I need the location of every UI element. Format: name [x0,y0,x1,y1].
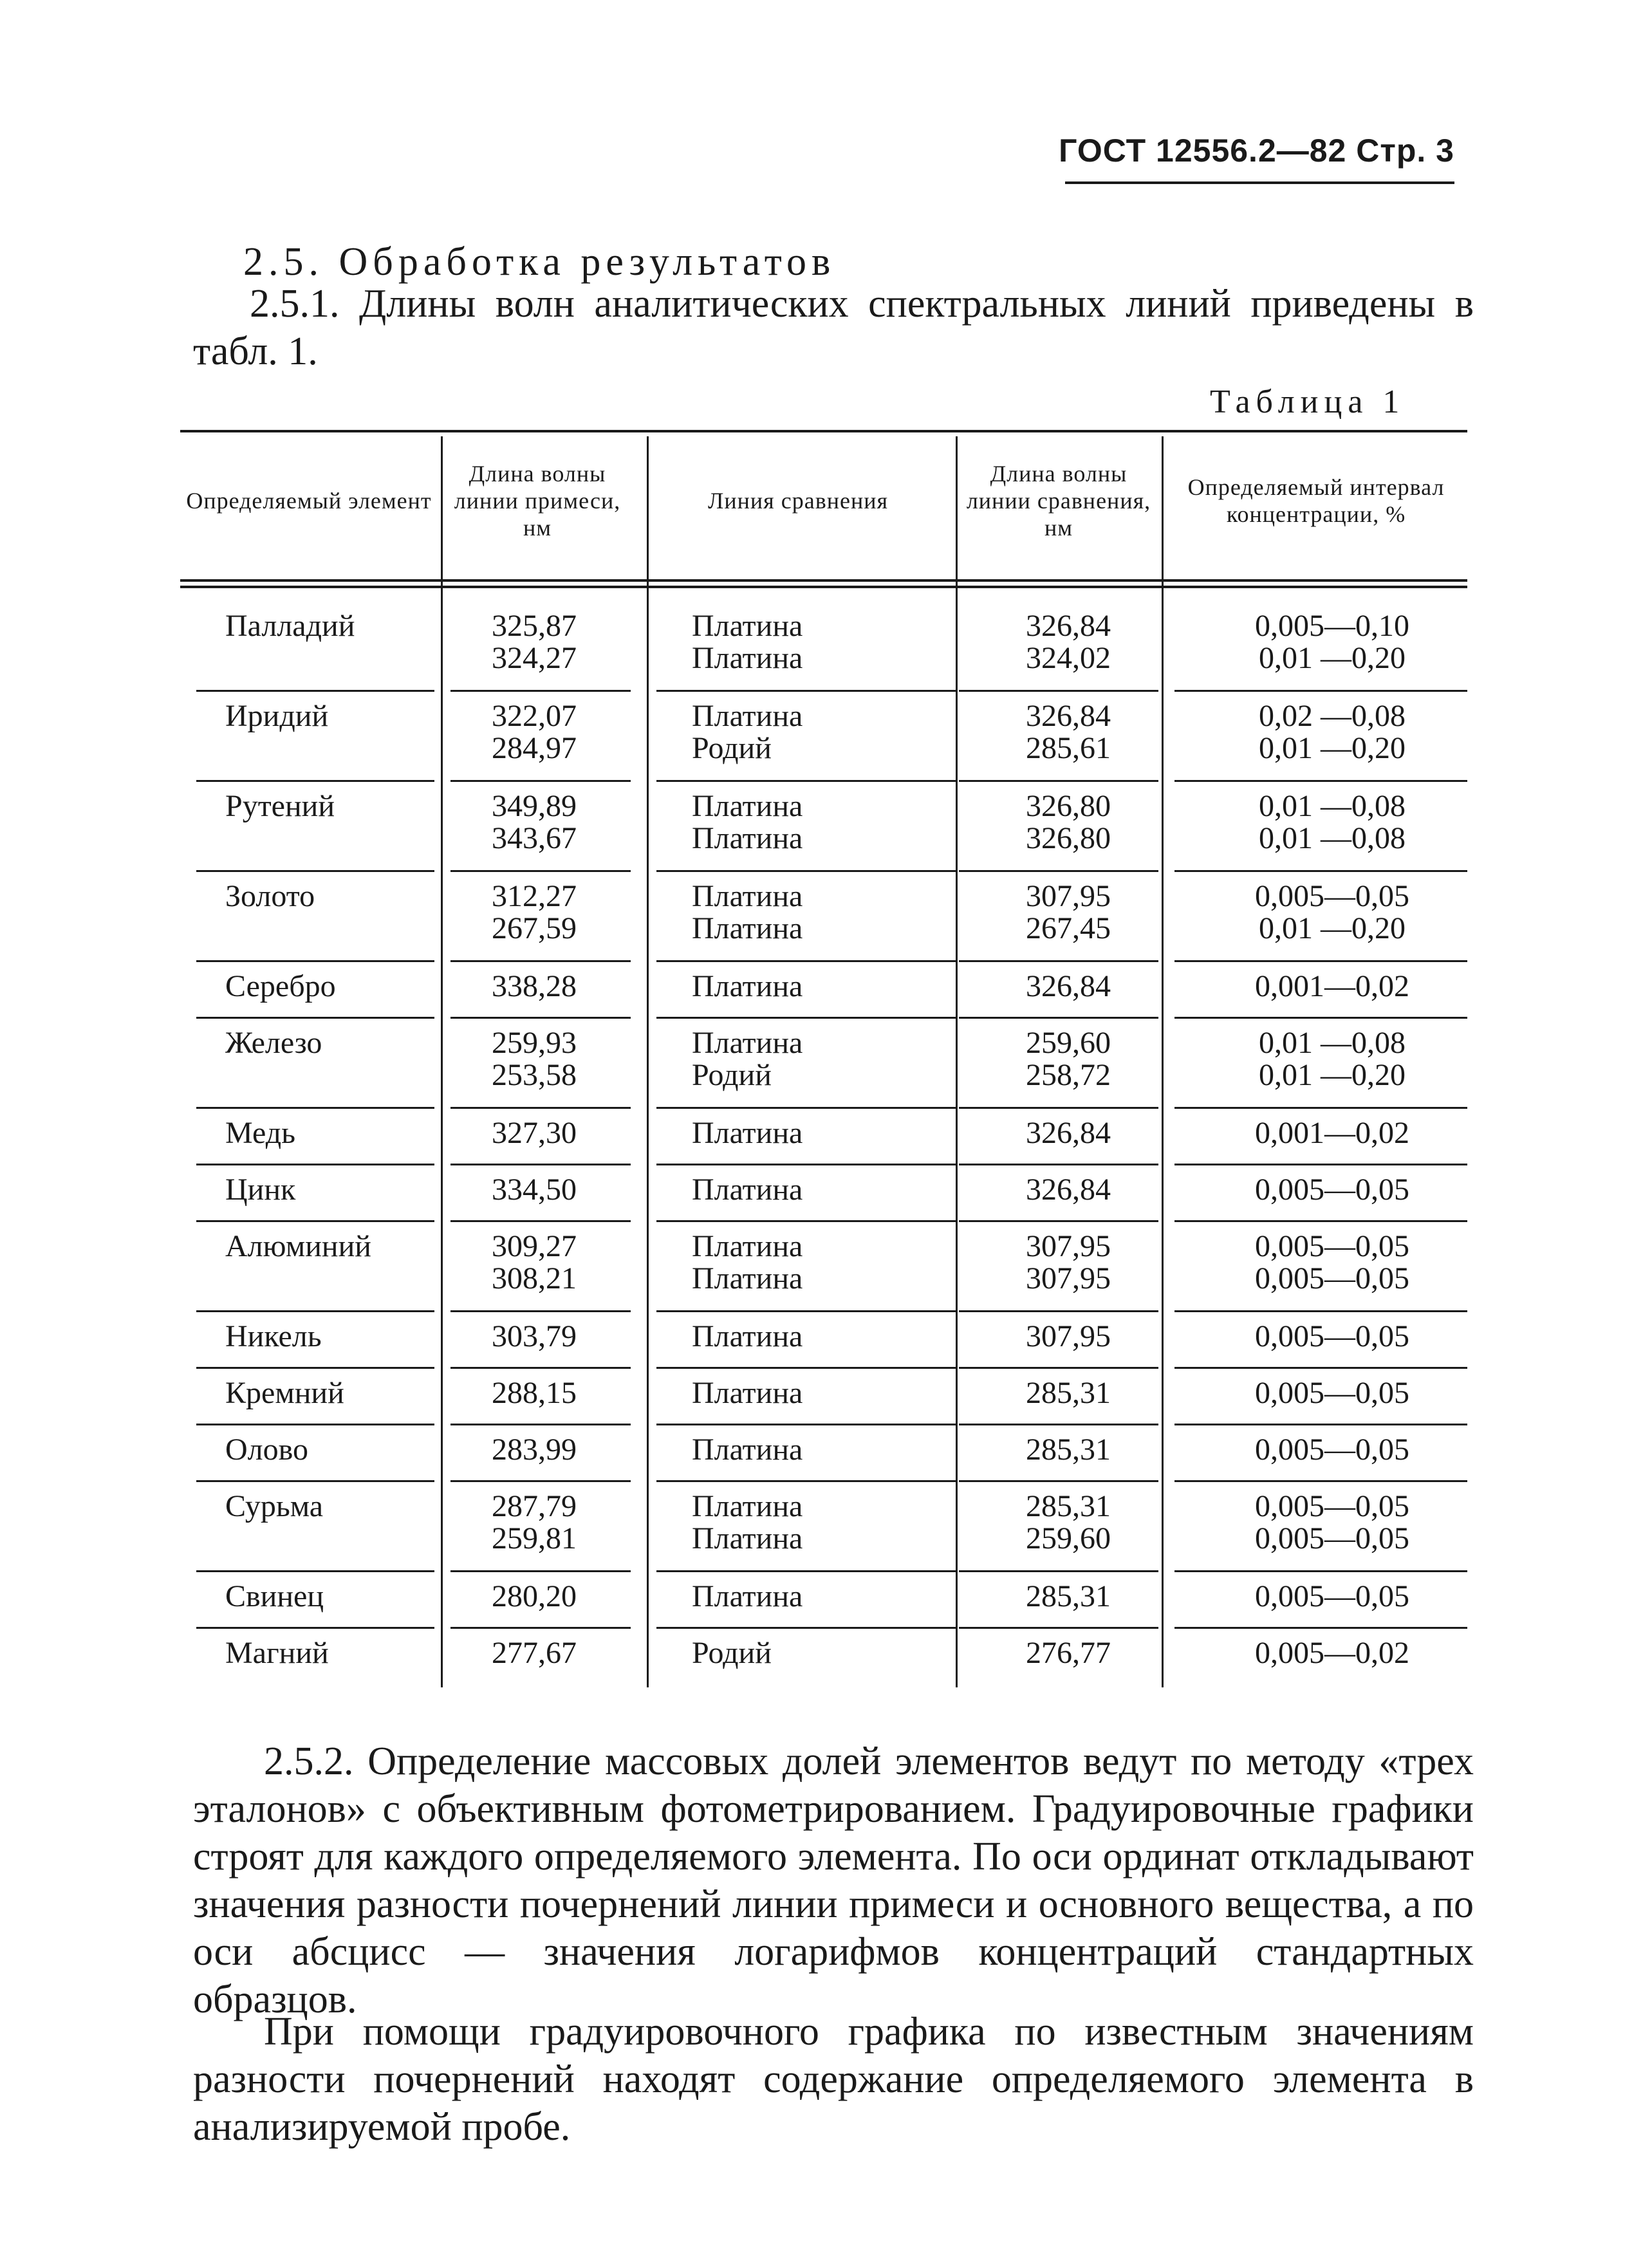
cell-interval: 0,005—0,05 [1255,1319,1409,1353]
page-header: ГОСТ 12556.2—82 Стр. 3 [1059,133,1454,169]
cell-interval: 0,001—0,02 [1255,969,1409,1003]
cell-impurity: 334,50 [492,1173,577,1207]
row-divider [656,1424,956,1425]
row-divider [959,1480,1158,1482]
cell-impurity: 277,67 [492,1636,577,1670]
cell-impurity: 312,27 [492,879,577,913]
cell-ref-wave: 326,84 [1026,609,1111,643]
row-divider [1174,1424,1467,1425]
cell-ref-wave: 259,60 [1026,1521,1111,1555]
cell-element: Кремний [225,1376,344,1410]
cell-reference: Платина [692,1319,803,1353]
cell-impurity: 288,15 [492,1376,577,1410]
row-divider [656,1310,956,1312]
cell-ref-wave: 326,80 [1026,789,1111,823]
row-divider [1174,870,1467,872]
cell-ref-wave: 276,77 [1026,1636,1111,1670]
cell-reference: Родий [692,731,772,765]
cell-element: Сурьма [225,1489,324,1523]
cell-ref-wave: 285,31 [1026,1433,1111,1467]
row-divider [450,780,631,782]
cell-impurity: 283,99 [492,1433,577,1467]
paragraph-2-5-1: 2.5.1. Длины волн аналитических спектральных линий приведены в табл. 1. [193,282,1474,373]
row-divider [656,1627,956,1629]
cell-interval: 0,005—0,05 [1255,1489,1409,1523]
cell-interval: 0,005—0,05 [1255,1229,1409,1263]
cell-interval: 0,005—0,05 [1255,1579,1409,1613]
row-divider [450,1627,631,1629]
cell-impurity: 349,89 [492,789,577,823]
row-divider [450,1480,631,1482]
row-divider [196,1310,434,1312]
row-divider [1174,1627,1467,1629]
row-divider [196,960,434,962]
cell-element: Палладий [225,609,355,643]
cell-reference: Платина [692,879,803,913]
cell-impurity: 280,20 [492,1579,577,1613]
cell-interval: 0,01 —0,20 [1259,911,1406,945]
cell-impurity: 287,79 [492,1489,577,1523]
cell-interval: 0,005—0,10 [1255,609,1409,643]
cell-element: Железо [225,1026,322,1060]
cell-ref-wave: 324,02 [1026,641,1111,675]
cell-ref-wave: 259,60 [1026,1026,1111,1060]
cell-reference: Платина [692,1579,803,1613]
row-divider [656,960,956,962]
cell-ref-wave: 307,95 [1026,879,1111,913]
cell-element: Золото [225,879,315,913]
header-element: Определяемый элемент [186,488,432,514]
paragraph-closing: При помощи градуировочного графика по известным значениям разности почернений находят содержание определяемого элемента в анализируемой пробе. [193,2010,1474,2149]
row-divider [959,1367,1158,1369]
cell-ref-wave: 326,84 [1026,1116,1111,1150]
row-divider [959,1310,1158,1312]
row-divider [959,1017,1158,1019]
cell-interval: 0,001—0,02 [1255,1116,1409,1150]
header-reference-line: Линия сравнения [707,488,889,514]
row-divider [656,1017,956,1019]
cell-reference: Платина [692,911,803,945]
cell-ref-wave: 307,95 [1026,1319,1111,1353]
row-divider [196,1570,434,1572]
row-divider [656,870,956,872]
row-divider [450,870,631,872]
cell-interval: 0,005—0,05 [1255,1433,1409,1467]
column-divider [441,436,443,1687]
table-caption: Таблица 1 [1210,384,1406,420]
row-divider [959,690,1158,692]
cell-interval: 0,005—0,05 [1255,1261,1409,1295]
column-divider [1162,436,1164,1687]
row-divider [1174,1220,1467,1222]
cell-ref-wave: 326,84 [1026,1173,1111,1207]
row-divider [196,780,434,782]
cell-impurity: 327,30 [492,1116,577,1150]
table-top-rule [180,430,1467,432]
cell-ref-wave: 267,45 [1026,911,1111,945]
row-divider [196,870,434,872]
cell-impurity: 303,79 [492,1319,577,1353]
header-concentration-interval: Определяемый интервал концентрации, % [1187,474,1445,527]
cell-reference: Платина [692,1433,803,1467]
row-divider [959,1627,1158,1629]
cell-reference: Платина [692,609,803,643]
cell-reference: Платина [692,821,803,855]
cell-reference: Платина [692,1173,803,1207]
row-divider [656,780,956,782]
header-rule [1065,181,1454,184]
cell-ref-wave: 285,31 [1026,1579,1111,1613]
cell-reference: Платина [692,641,803,675]
row-divider [196,1367,434,1369]
row-divider [959,870,1158,872]
row-divider [1174,1310,1467,1312]
cell-impurity: 284,97 [492,731,577,765]
cell-interval: 0,01 —0,08 [1259,1026,1406,1060]
row-divider [959,1107,1158,1109]
cell-element: Медь [225,1116,296,1150]
row-divider [1174,1570,1467,1572]
row-divider [656,1220,956,1222]
row-divider [959,1424,1158,1425]
row-divider [196,1107,434,1109]
row-divider [196,1220,434,1222]
cell-interval: 0,01 —0,08 [1259,821,1406,855]
cell-impurity: 259,93 [492,1026,577,1060]
cell-interval: 0,01 —0,20 [1259,641,1406,675]
cell-element: Магний [225,1636,329,1670]
paragraph-2-5-2: 2.5.2. Определение массовых долей элементов ведут по методу «трех эталонов» с объективным фотометрированием. Градуировочные графики строят для каждого определяемого элемента. По оси ординат откладывают значения разности почернений линии примеси и основного вещества, а по оси абсцисс — значения логарифмов концентраций стандартных образцов. [193,1740,1474,2021]
row-divider [450,1367,631,1369]
row-divider [959,780,1158,782]
cell-ref-wave: 258,72 [1026,1058,1111,1092]
cell-reference: Платина [692,699,803,733]
cell-reference: Платина [692,1489,803,1523]
cell-interval: 0,01 —0,20 [1259,1058,1406,1092]
cell-impurity: 338,28 [492,969,577,1003]
cell-element: Серебро [225,969,336,1003]
row-divider [450,1017,631,1019]
cell-reference: Платина [692,1116,803,1150]
row-divider [959,1570,1158,1572]
header-impurity-wavelength: Длина волны линии примеси, нм [454,461,621,541]
header-reference-wavelength: Длина волны линии сравнения, нм [966,461,1151,541]
row-divider [656,1164,956,1165]
cell-ref-wave: 285,61 [1026,731,1111,765]
cell-ref-wave: 307,95 [1026,1261,1111,1295]
cell-element: Никель [225,1319,322,1353]
cell-interval: 0,005—0,05 [1255,1521,1409,1555]
row-divider [656,1570,956,1572]
cell-ref-wave: 285,31 [1026,1489,1111,1523]
row-divider [450,690,631,692]
cell-element: Цинк [225,1173,296,1207]
cell-element: Олово [225,1433,308,1467]
row-divider [450,1424,631,1425]
row-divider [656,1107,956,1109]
header-rule-bottom [180,586,1467,588]
cell-reference: Платина [692,969,803,1003]
row-divider [450,1570,631,1572]
cell-impurity: 267,59 [492,911,577,945]
cell-interval: 0,005—0,05 [1255,1173,1409,1207]
cell-impurity: 308,21 [492,1261,577,1295]
cell-interval: 0,005—0,02 [1255,1636,1409,1670]
cell-ref-wave: 285,31 [1026,1376,1111,1410]
cell-impurity: 325,87 [492,609,577,643]
cell-reference: Платина [692,1261,803,1295]
row-divider [959,1220,1158,1222]
cell-ref-wave: 307,95 [1026,1229,1111,1263]
row-divider [656,1480,956,1482]
cell-interval: 0,01 —0,20 [1259,731,1406,765]
row-divider [450,1220,631,1222]
row-divider [959,1164,1158,1165]
row-divider [656,690,956,692]
cell-reference: Платина [692,1026,803,1060]
row-divider [196,1017,434,1019]
row-divider [1174,690,1467,692]
row-divider [656,1367,956,1369]
row-divider [1174,1367,1467,1369]
cell-reference: Платина [692,789,803,823]
cell-element: Рутений [225,789,335,823]
cell-interval: 0,01 —0,08 [1259,789,1406,823]
cell-reference: Родий [692,1058,772,1092]
row-divider [450,1107,631,1109]
cell-element: Алюминий [225,1229,371,1263]
cell-element: Свинец [225,1579,324,1613]
cell-element: Иридий [225,699,329,733]
row-divider [1174,1107,1467,1109]
row-divider [196,1164,434,1165]
row-divider [450,960,631,962]
row-divider [196,1424,434,1425]
cell-reference: Родий [692,1636,772,1670]
row-divider [1174,780,1467,782]
row-divider [450,1164,631,1165]
column-divider [647,436,649,1687]
cell-ref-wave: 326,84 [1026,969,1111,1003]
cell-impurity: 253,58 [492,1058,577,1092]
row-divider [1174,1164,1467,1165]
cell-impurity: 343,67 [492,821,577,855]
header-rule-top [180,579,1467,582]
column-divider [956,436,958,1687]
cell-impurity: 322,07 [492,699,577,733]
cell-interval: 0,005—0,05 [1255,879,1409,913]
cell-reference: Платина [692,1376,803,1410]
row-divider [196,1627,434,1629]
row-divider [959,960,1158,962]
cell-reference: Платина [692,1229,803,1263]
row-divider [196,1480,434,1482]
row-divider [450,1310,631,1312]
row-divider [196,690,434,692]
cell-interval: 0,02 —0,08 [1259,699,1406,733]
cell-reference: Платина [692,1521,803,1555]
cell-interval: 0,005—0,05 [1255,1376,1409,1410]
cell-ref-wave: 326,84 [1026,699,1111,733]
row-divider [1174,960,1467,962]
section-title: 2.5. Обработка результатов [243,240,836,284]
cell-impurity: 259,81 [492,1521,577,1555]
row-divider [1174,1480,1467,1482]
cell-ref-wave: 326,80 [1026,821,1111,855]
row-divider [1174,1017,1467,1019]
cell-impurity: 309,27 [492,1229,577,1263]
cell-impurity: 324,27 [492,641,577,675]
